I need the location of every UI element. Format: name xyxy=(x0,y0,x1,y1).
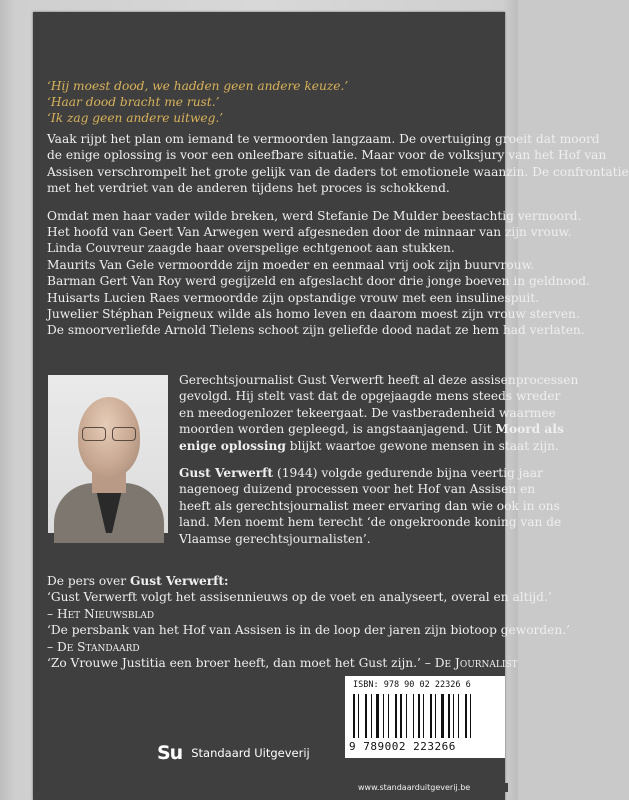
book-title: Moord als xyxy=(495,422,564,437)
barcode-bar xyxy=(365,694,367,738)
press-quote: ‘Gust Verwerft volgt het assisennieuws op de voet en analyseert, overal en altijd.’ xyxy=(47,590,552,605)
author-bio xyxy=(179,372,579,547)
barcode-bar xyxy=(388,694,389,738)
press-quote: ‘Zo Vrouwe Justitia een broer heeft, dan moet het Gust zijn.’ – De Journalist xyxy=(47,656,518,671)
barcode-bar xyxy=(441,694,444,738)
book-title: enige oplossing xyxy=(179,438,286,453)
barcode-bars xyxy=(353,694,501,738)
press-quotes xyxy=(47,573,570,671)
bio-line: Gerechtsjournalist Gust Verwerft heeft al deze assisenprocessen xyxy=(179,373,579,387)
barcode-bar xyxy=(413,694,414,738)
case-line: Barman Gert Van Roy werd gegijzeld en afgeslacht door drie jonge boeven in geldnood. xyxy=(47,274,590,289)
intro-line: de enige oplossing is voor een onleefbare situatie. Maar voor de volksjury van het Hof van xyxy=(47,148,607,163)
barcode-bar xyxy=(353,694,355,738)
isbn-barcode xyxy=(345,676,505,758)
bio-line: gevolgd. Hij stelt vast dat de opgejaagde mens steeds wreder xyxy=(179,389,561,404)
barcode-bar xyxy=(465,694,467,738)
intro-line: Vaak rijpt het plan om iemand te vermoorden langzaam. De overtuiging groeit dat moord xyxy=(47,132,600,146)
bio-line: Gust Verwerft (1944) volgde gedurende bijna veertig jaar xyxy=(179,466,543,481)
case-line: De smoorverliefde Arnold Tielens schoot zijn geliefde dood nadat ze hem had verlaten. xyxy=(47,323,585,338)
opening-quotes xyxy=(47,78,497,126)
barcode-bar xyxy=(400,694,402,738)
press-quote: ‘De persbank van het Hof van Assisen is in de loop der jaren zijn biotoop geworden.’ xyxy=(47,623,570,638)
case-line: Het hoofd van Geert Van Arwegen werd afgesneden door de minnaar van zijn vrouw. xyxy=(47,225,572,240)
back-cover xyxy=(33,12,629,800)
bio-line: moorden worden gepleegd, is angstaanjagend. Uit Moord als xyxy=(179,422,564,437)
quote-line: ‘Hij moest dood, we hadden geen andere keuze.’ xyxy=(47,79,349,93)
publisher-logo xyxy=(157,738,310,768)
intro-line: Assisen verschrompelt het grote gelijk van de daders tot emotionele waanzin. De confrontatie xyxy=(47,164,629,179)
bio-line: heeft als gerechtsjournalist meer ervaring dan wie ook in ons xyxy=(179,498,560,513)
barcode-bar xyxy=(371,694,372,738)
case-line: Omdat men haar vader wilde breken, werd Stefanie De Mulder beestachtig vermoord. xyxy=(47,208,582,223)
bio-line: enige oplossing blijkt waartoe gewone mensen in staat zijn. xyxy=(179,438,559,453)
barcode-bar xyxy=(418,694,420,738)
press-source: – Het Nieuwsblad xyxy=(47,606,155,621)
barcode-bar xyxy=(453,694,454,738)
barcode-bar xyxy=(448,694,450,738)
press-source: – De Standaard xyxy=(47,639,140,654)
case-line: Maurits Van Gele vermoordde zijn moeder en eenmaal vrij ook zijn buurvrouw. xyxy=(47,257,535,272)
barcode-bar xyxy=(358,694,359,738)
barcode-bar xyxy=(458,694,459,738)
bio-paragraph-1 xyxy=(179,372,579,454)
quote-line: ‘Haar dood bracht me rust.’ xyxy=(47,95,220,109)
barcode-bar xyxy=(376,694,379,738)
barcode-bar xyxy=(435,694,436,738)
barcode-bar xyxy=(470,694,471,738)
author-photo xyxy=(48,375,168,533)
barcode-digits: 9 789002 223266 xyxy=(349,740,456,753)
publisher-name: Standaard Uitgeverij xyxy=(191,746,310,760)
author-name: Gust Verwerft xyxy=(179,466,274,481)
press-heading: De pers over Gust Verwerft: xyxy=(47,574,229,588)
barcode-bar xyxy=(430,694,432,738)
barcode-bar xyxy=(406,694,407,738)
barcode-bar xyxy=(383,694,384,738)
barcode-bar xyxy=(395,694,397,738)
case-line: Juwelier Stéphan Peigneux wilde als homo leven en daarom moest zijn vrouw sterven. xyxy=(47,307,580,322)
barcode-bar xyxy=(423,694,424,738)
bio-paragraph-2 xyxy=(179,465,562,547)
cases-list xyxy=(47,208,590,339)
case-line: Linda Couvreur zaagde haar overspelige echtgenoot aan stukken. xyxy=(47,241,455,256)
publisher-website: www.standaarduitgeverij.be xyxy=(358,783,508,792)
bio-line: land. Men noemt hem terecht ‘de ongekroonde koning van de xyxy=(179,515,562,530)
bio-line: en meedogenlozer tekeergaat. De vastberadenheid waarmee xyxy=(179,405,556,420)
intro-line: met het verdriet van de anderen tijdens het proces is schokkend. xyxy=(47,181,450,196)
intro-paragraph xyxy=(47,131,629,197)
author-section xyxy=(47,373,579,575)
cover-content xyxy=(47,78,629,671)
case-line: Huisarts Lucien Raes vermoordde zijn opstandige vrouw met een insulinespuit. xyxy=(47,290,540,305)
publisher-logo-mark: Su xyxy=(157,742,183,764)
isbn-label: ISBN: 978 90 02 22326 6 xyxy=(353,680,471,690)
bio-line: nagenoeg duizend processen voor het Hof van Assisen en xyxy=(179,482,536,497)
bio-line: Vlaamse gerechtsjournalisten’. xyxy=(179,531,371,546)
quote-line: ‘Ik zag geen andere uitweg.’ xyxy=(47,111,224,125)
